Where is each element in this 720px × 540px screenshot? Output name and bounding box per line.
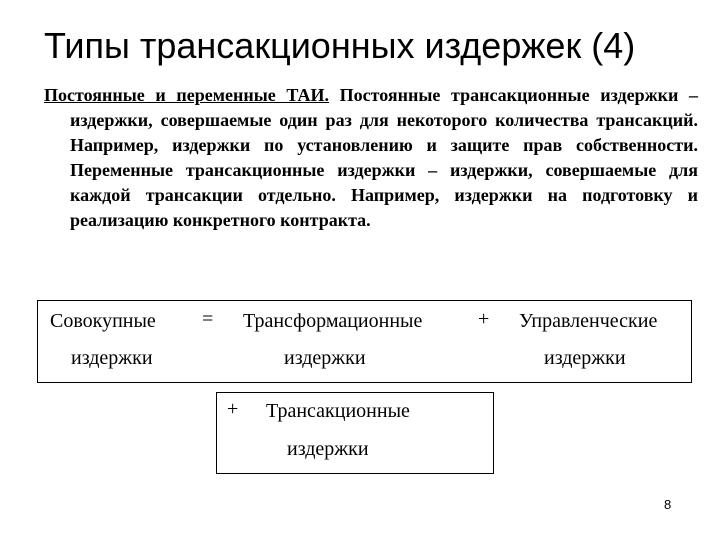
total-costs-label-bottom: издержки [71,347,153,369]
trans-costs-label-bottom: издержки [287,438,369,460]
paragraph-term: Постоянные и переменные ТАИ. [44,85,330,105]
definition-paragraph [44,83,698,233]
title-suffix: (4) [591,25,636,66]
plus-sign-2: + [227,398,239,420]
transaction-costs-box [216,392,494,474]
page-number: 8 [664,497,672,512]
paragraph-text: Постоянные трансакционные издержки – издержки, совершаемые один раз для некоторого количества трансакций. Например, издержки по установлению и защите прав собственности. Переменные трансакционные издержки – издержки, совершаемые для каждой трансакции отдельно. Например, издержки на подготовку и реализацию конкретного контракта. [70,85,699,230]
transform-costs-label-bottom: издержки [284,347,366,369]
equals-sign: = [202,308,214,330]
mgmt-costs-label-top: Управленческие [519,310,658,332]
equation-box [37,300,692,383]
total-costs-label-top: Совокупные [50,310,156,332]
slide-title [44,24,704,68]
trans-costs-label-top: Трансакционные [266,400,410,422]
transform-costs-label-top: Трансформационные [243,310,423,332]
title-main: Типы трансакционных издержек [44,25,582,66]
mgmt-costs-label-bottom: издержки [544,347,626,369]
plus-sign-1: + [478,308,490,330]
